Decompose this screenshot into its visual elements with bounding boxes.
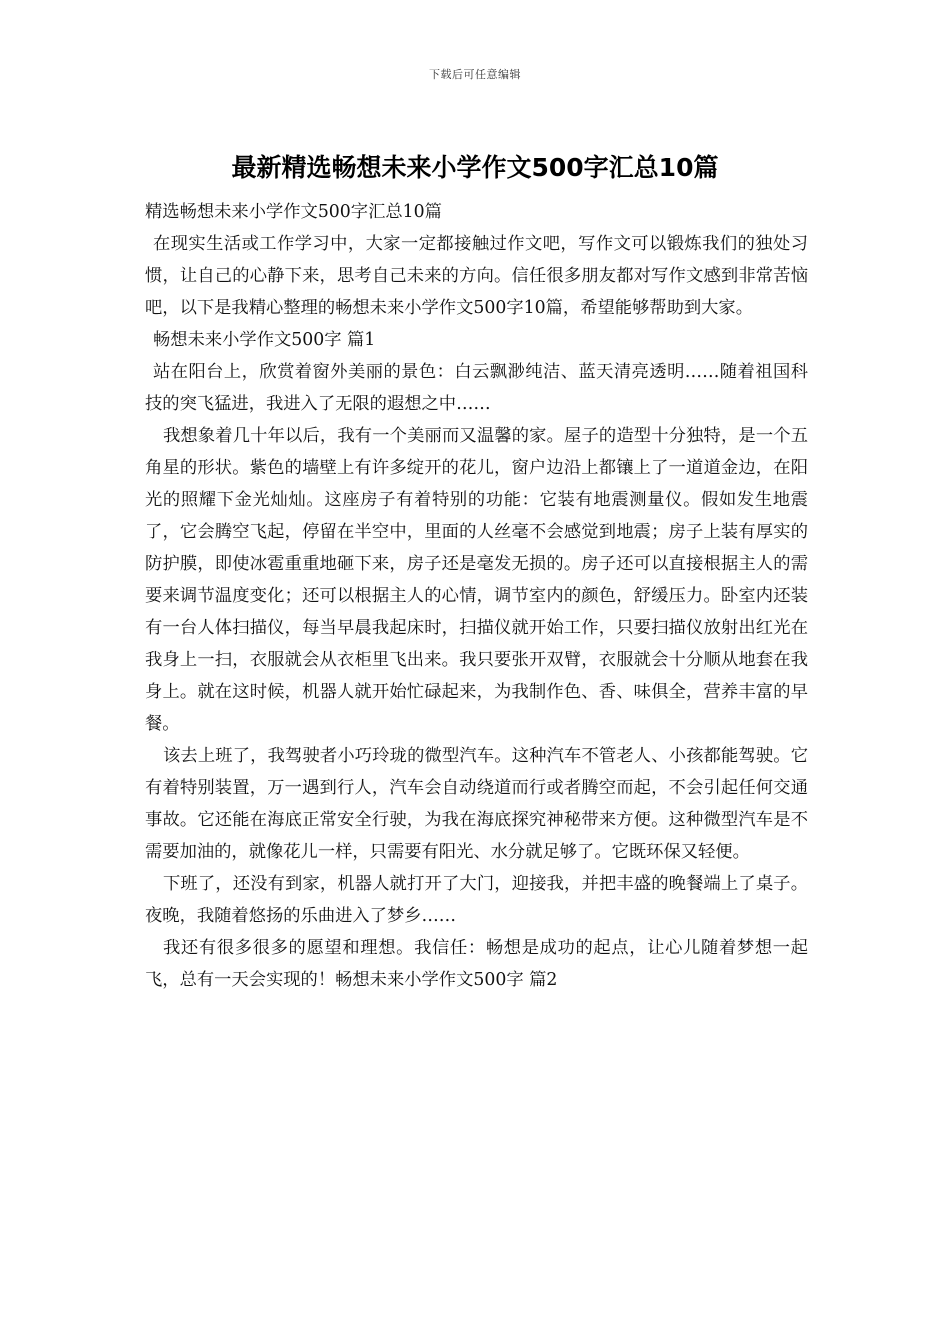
page-header-note: 下载后可任意编辑: [429, 68, 521, 81]
document-title: 最新精选畅想未来小学作文500字汇总10篇: [231, 153, 719, 182]
intro-paragraph: 在现实生活或工作学习中，大家一定都接触过作文吧，写作文可以锻炼我们的独处习惯，让自己的心静下来，思考自己未来的方向。信任很多朋友都对写作文感到非常苦恼吧，以下是我精心整理的畅想未来小学作文500字10篇，希望能够帮助到大家。: [145, 234, 808, 318]
body-paragraph: 我想象着几十年以后，我有一个美丽而又温馨的家。屋子的造型十分独特，是一个五角星的形状。紫色的墙壁上有许多绽开的花儿，窗户边沿上都镶上了一道道金边，在阳光的照耀下金光灿灿。这座房子有着特别的功能：它装有地震测量仪。假如发生地震了，它会腾空飞起，停留在半空中，里面的人丝毫不会感觉到地震；房子上装有厚实的防护膜，即使冰雹重重地砸下来，房子还是毫发无损的。房子还可以直接根据主人的需要来调节温度变化；还可以根据主人的心情，调节室内的颜色，舒缓压力。卧室内还装有一台人体扫描仪，每当早晨我起床时，扫描仪就开始工作，只要扫描仪放射出红光在我身上一扫，衣服就会从衣柜里飞出来。我只要张开双臂，衣服就会十分顺从地套在我身上。就在这时候，机器人就开始忙碌起来，为我制作色、香、味俱全，营养丰富的早餐。: [145, 426, 808, 734]
body-paragraph: 下班了，还没有到家，机器人就打开了大门，迎接我，并把丰盛的晚餐端上了桌子。夜晚，我随着悠扬的乐曲进入了梦乡……: [145, 874, 808, 926]
body-paragraph: 站在阳台上，欣赏着窗外美丽的景色：白云飘渺纯洁、蓝天清亮透明……随着祖国科技的突飞猛进，我进入了无限的遐想之中……: [145, 362, 808, 414]
section-heading: 畅想未来小学作文500字 篇1: [153, 330, 376, 350]
body-paragraph: 该去上班了，我驾驶者小巧玲珑的微型汽车。这种汽车不管老人、小孩都能驾驶。它有着特别装置，万一遇到行人，汽车会自动绕道而行或者腾空而起，不会引起任何交通事故。它还能在海底正常安全行驶，为我在海底探究神秘带来方便。这种微型汽车是不需要加油的，就像花儿一样，只需要有阳光、水分就足够了。它既环保又轻便。: [145, 746, 808, 862]
subtitle-paragraph: 精选畅想未来小学作文500字汇总10篇: [145, 202, 442, 222]
body-paragraph: 我还有很多很多的愿望和理想。我信任：畅想是成功的起点，让心儿随着梦想一起飞，总有一天会实现的！畅想未来小学作文500字 篇2: [145, 938, 808, 990]
document-body: [145, 196, 808, 996]
